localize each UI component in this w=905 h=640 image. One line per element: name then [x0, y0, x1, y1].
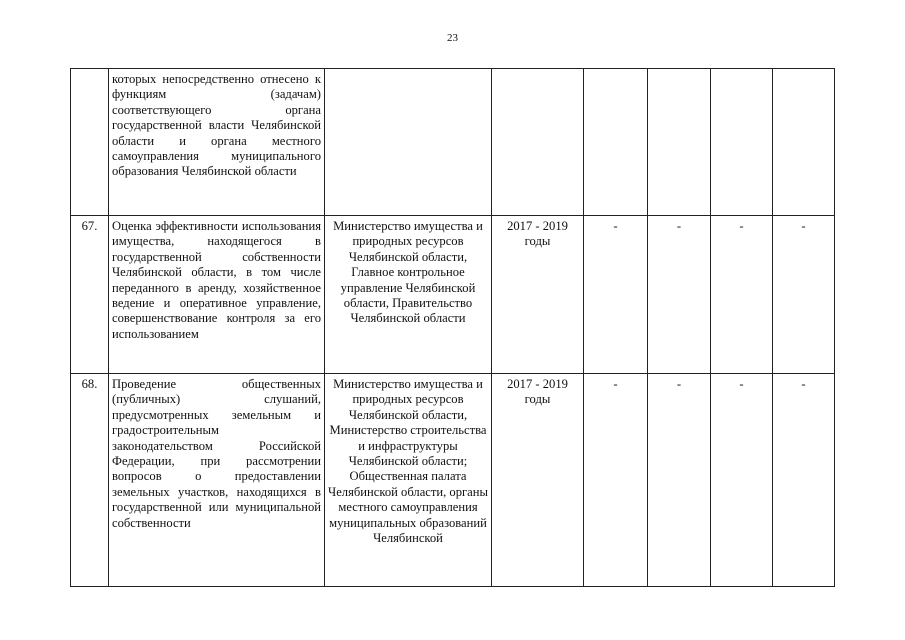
measure-name: Оценка эффективности использования имущества, находящегося в государственной собственности Челябинской области, в том числе переданного в аренду, хозяйственное ведение и оперативное управление, совершенствование контроля за его использованием: [109, 216, 325, 374]
execution-term: 2017 - 2019 годы: [492, 216, 584, 374]
value-cell: -: [711, 216, 773, 374]
row-number: 68.: [71, 374, 109, 587]
value-cell: -: [648, 216, 711, 374]
value-cell: -: [773, 374, 835, 587]
table-row: [71, 69, 835, 216]
execution-term: [492, 69, 584, 216]
page-number: 23: [447, 32, 458, 44]
responsible-executors: [325, 69, 492, 216]
measure-name: которых непосредственно отнесено к функциям (задачам) соответствующего органа государственной власти Челябинской области и органа местного самоуправления муниципального образования Челябинской области: [109, 69, 325, 216]
value-cell: -: [584, 216, 648, 374]
measures-table: [70, 68, 835, 587]
row-number: [71, 69, 109, 216]
table-row: [71, 374, 835, 587]
responsible-executors: Министерство имущества и природных ресурсов Челябинской области, Министерство строительства и инфраструктуры Челябинской области; Общественная палата Челябинской области, органы местного самоуправления муниципальных образований Челябинской: [325, 374, 492, 587]
value-cell: -: [584, 374, 648, 587]
value-cell: [648, 69, 711, 216]
value-cell: -: [711, 374, 773, 587]
value-cell: [711, 69, 773, 216]
execution-term: 2017 - 2019 годы: [492, 374, 584, 587]
responsible-executors: Министерство имущества и природных ресурсов Челябинской области, Главное контрольное управление Челябинской области, Правительство Челябинской области: [325, 216, 492, 374]
value-cell: -: [773, 216, 835, 374]
value-cell: [584, 69, 648, 216]
row-number: 67.: [71, 216, 109, 374]
measure-name: Проведение общественных (публичных) слушаний, предусмотренных земельным и градостроительным законодательством Российской Федерации, при рассмотрении вопросов о предоставлении земельных участков, находящихся в государственной или муниципальной собственности: [109, 374, 325, 587]
table-row: [71, 216, 835, 374]
value-cell: [773, 69, 835, 216]
value-cell: -: [648, 374, 711, 587]
